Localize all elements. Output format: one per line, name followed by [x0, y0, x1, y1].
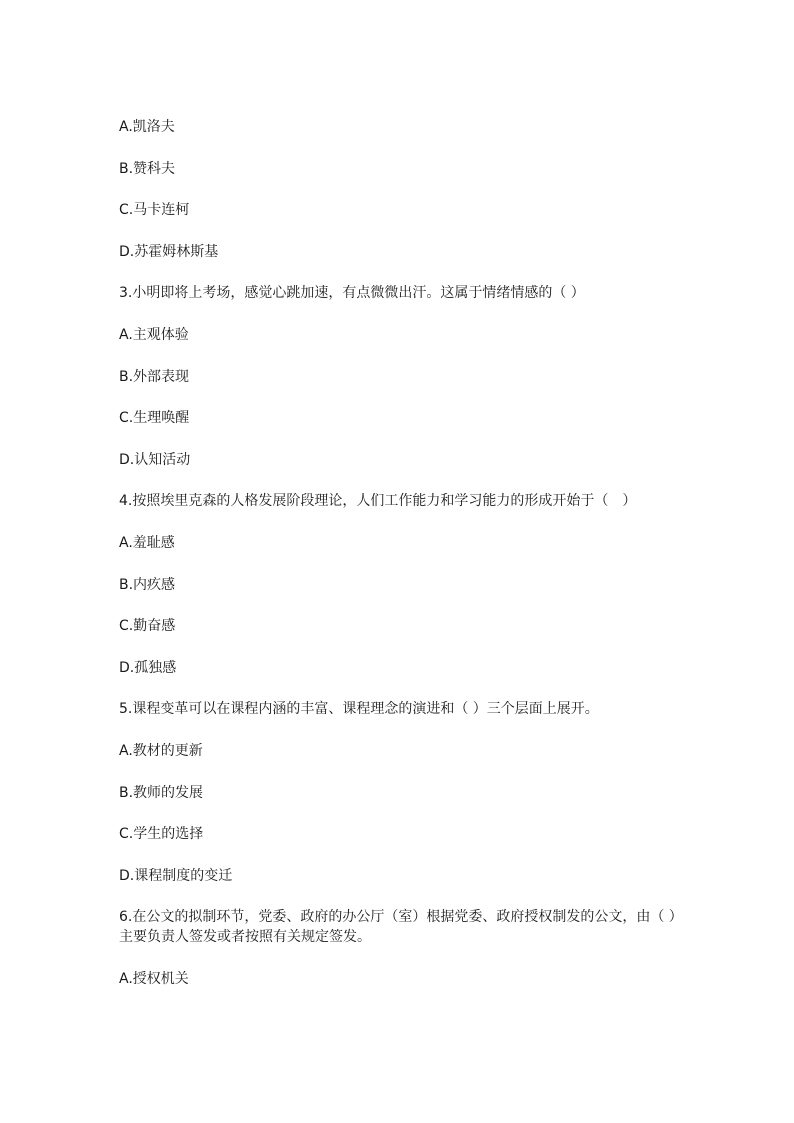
question-3: 3.小明即将上考场，感觉心跳加速，有点微微出汗。这属于情绪情感的（ ） — [119, 285, 585, 302]
option-a: A.教材的更新 — [119, 742, 203, 759]
option-b: B.外部表现 — [119, 368, 190, 385]
option-c: C.生理唤醒 — [119, 410, 190, 427]
option-c: C.马卡连柯 — [119, 202, 190, 219]
option-a: A.羞耻感 — [119, 534, 175, 551]
option-d: D.课程制度的变迁 — [119, 867, 233, 884]
question-5: 5.课程变革可以在课程内涵的丰富、课程理念的演进和（ ）三个层面上展开。 — [119, 701, 599, 718]
option-d: D.苏霍姆林斯基 — [119, 243, 219, 260]
option-c: C.勤奋感 — [119, 618, 176, 635]
option-a: A.凯洛夫 — [119, 119, 175, 135]
question-content — [119, 117, 679, 1010]
option-a: A.主观体验 — [119, 326, 189, 343]
option-b: B.内疚感 — [119, 576, 176, 593]
option-b: B.赞科夫 — [119, 160, 176, 177]
option-c: C.学生的选择 — [119, 826, 204, 843]
option-d: D.孤独感 — [119, 659, 177, 676]
question-4: 4.按照埃里克森的人格发展阶段理论，人们工作能力和学习能力的形成开始于（ ） — [119, 493, 637, 510]
option-a: A.授权机关 — [119, 970, 189, 987]
question-6: 6.在公文的拟制环节，党委、政府的办公厅（室）根据党委、政府授权制发的公文，由（ ）主要负责人签发或者按照有关规定签发。 — [119, 909, 676, 946]
option-b: B.教师的发展 — [119, 784, 204, 801]
option-d: D.认知活动 — [119, 451, 191, 468]
